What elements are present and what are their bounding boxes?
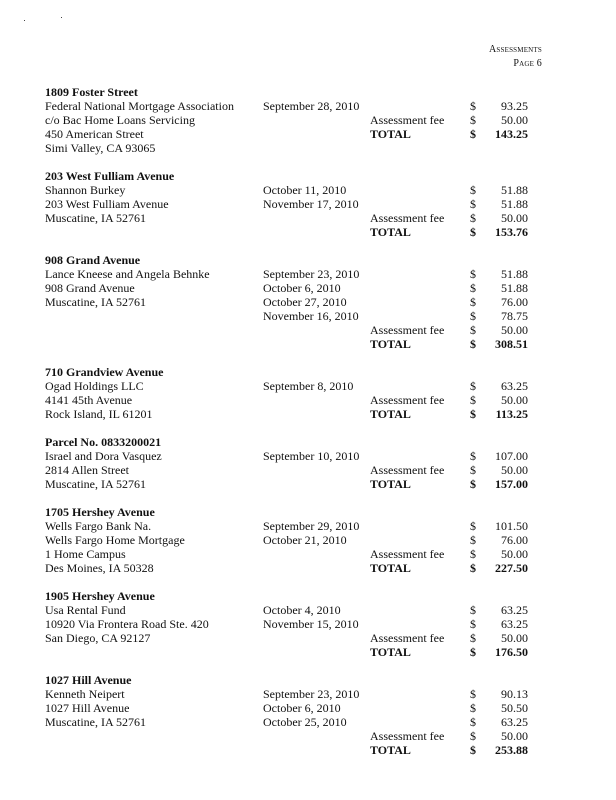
payment-date: October 6, 2010 <box>263 701 341 715</box>
amount-value: 227.50 <box>495 561 528 575</box>
table-row <box>45 463 565 477</box>
currency-sign: $ <box>470 603 476 617</box>
total-label: TOTAL <box>370 337 411 351</box>
currency-sign: $ <box>470 561 476 575</box>
amount-value: 143.25 <box>495 127 528 141</box>
scan-speck <box>24 20 25 21</box>
address-line: 1027 Hill Avenue <box>45 701 130 715</box>
amount-value: 50.00 <box>501 211 528 225</box>
currency-sign: $ <box>470 225 476 239</box>
address-line: Shannon Burkey <box>45 183 126 197</box>
section-heading-row <box>45 435 565 449</box>
table-row <box>45 687 565 701</box>
currency-sign: $ <box>470 645 476 659</box>
total-label: TOTAL <box>370 645 411 659</box>
address-line: 10920 Via Frontera Road Ste. 420 <box>45 617 209 631</box>
amount-value: 153.76 <box>495 225 528 239</box>
currency-sign: $ <box>470 519 476 533</box>
address-line: Federal National Mortgage Association <box>45 99 234 113</box>
fee-label: Assessment fee <box>370 463 445 477</box>
currency-sign: $ <box>470 701 476 715</box>
table-row <box>45 323 565 337</box>
fee-label: Assessment fee <box>370 631 445 645</box>
amount-value: 63.25 <box>501 617 528 631</box>
currency-sign: $ <box>470 729 476 743</box>
address-line: 1 Home Campus <box>45 547 126 561</box>
property-heading: 710 Grandview Avenue <box>45 365 164 379</box>
amount-value: 51.88 <box>501 267 528 281</box>
total-label: TOTAL <box>370 743 411 757</box>
amount-value: 50.00 <box>501 729 528 743</box>
section-spacer <box>45 155 565 169</box>
assessment-section <box>45 365 565 435</box>
table-row <box>45 141 565 155</box>
table-row <box>45 631 565 645</box>
section-heading-row <box>45 169 565 183</box>
currency-sign: $ <box>470 211 476 225</box>
table-row <box>45 561 565 575</box>
currency-sign: $ <box>470 99 476 113</box>
table-row <box>45 309 565 323</box>
section-heading-row <box>45 365 565 379</box>
currency-sign: $ <box>470 393 476 407</box>
total-label: TOTAL <box>370 127 411 141</box>
currency-sign: $ <box>470 407 476 421</box>
amount-value: 176.50 <box>495 645 528 659</box>
address-line: Muscatine, IA 52761 <box>45 477 146 491</box>
address-line: Muscatine, IA 52761 <box>45 211 146 225</box>
payment-date: September 8, 2010 <box>263 379 354 393</box>
total-label: TOTAL <box>370 407 411 421</box>
section-heading-row <box>45 253 565 267</box>
amount-value: 50.00 <box>501 547 528 561</box>
section-spacer <box>45 421 565 435</box>
address-line: Muscatine, IA 52761 <box>45 295 146 309</box>
currency-sign: $ <box>470 477 476 491</box>
table-row <box>45 743 565 757</box>
address-line: San Diego, CA 92127 <box>45 631 151 645</box>
amount-value: 101.50 <box>495 519 528 533</box>
table-row <box>45 295 565 309</box>
table-row <box>45 267 565 281</box>
table-row <box>45 645 565 659</box>
address-line: Ogad Holdings LLC <box>45 379 144 393</box>
currency-sign: $ <box>470 743 476 757</box>
table-row <box>45 407 565 421</box>
section-spacer <box>45 659 565 673</box>
amount-value: 90.13 <box>501 687 528 701</box>
table-row <box>45 533 565 547</box>
payment-date: October 11, 2010 <box>263 183 347 197</box>
assessment-section <box>45 673 565 771</box>
fee-label: Assessment fee <box>370 113 445 127</box>
section-heading-row <box>45 589 565 603</box>
currency-sign: $ <box>470 127 476 141</box>
currency-sign: $ <box>470 267 476 281</box>
amount-value: 50.00 <box>501 463 528 477</box>
fee-label: Assessment fee <box>370 211 445 225</box>
address-line: Muscatine, IA 52761 <box>45 715 146 729</box>
table-row <box>45 281 565 295</box>
assessment-section <box>45 169 565 253</box>
amount-value: 63.25 <box>501 379 528 393</box>
property-heading: 1027 Hill Avenue <box>45 673 132 687</box>
amount-value: 253.88 <box>495 743 528 757</box>
table-row <box>45 449 565 463</box>
property-heading: 1905 Hershey Avenue <box>45 589 155 603</box>
assessment-section <box>45 589 565 673</box>
table-row <box>45 127 565 141</box>
payment-date: October 25, 2010 <box>263 715 347 729</box>
table-row <box>45 715 565 729</box>
amount-value: 113.25 <box>495 407 528 421</box>
property-heading: Parcel No. 0833200021 <box>45 435 162 449</box>
amount-value: 51.88 <box>501 281 528 295</box>
table-row <box>45 99 565 113</box>
currency-sign: $ <box>470 617 476 631</box>
table-row <box>45 379 565 393</box>
total-label: TOTAL <box>370 477 411 491</box>
currency-sign: $ <box>470 449 476 463</box>
section-spacer <box>45 491 565 505</box>
table-row <box>45 113 565 127</box>
amount-value: 157.00 <box>495 477 528 491</box>
currency-sign: $ <box>470 533 476 547</box>
table-row <box>45 603 565 617</box>
property-heading: 203 West Fulliam Avenue <box>45 169 175 183</box>
address-line: Wells Fargo Home Mortgage <box>45 533 185 547</box>
amount-value: 50.00 <box>501 323 528 337</box>
amount-value: 50.00 <box>501 113 528 127</box>
amount-value: 78.75 <box>501 309 528 323</box>
property-heading: 1705 Hershey Avenue <box>45 505 155 519</box>
total-label: TOTAL <box>370 561 411 575</box>
address-line: Usa Rental Fund <box>45 603 126 617</box>
address-line: 2814 Allen Street <box>45 463 129 477</box>
payment-date: September 10, 2010 <box>263 449 360 463</box>
section-spacer <box>45 351 565 365</box>
address-line: 450 American Street <box>45 127 144 141</box>
amount-value: 308.51 <box>495 337 528 351</box>
fee-label: Assessment fee <box>370 323 445 337</box>
payment-date: November 17, 2010 <box>263 197 359 211</box>
amount-value: 63.25 <box>501 603 528 617</box>
section-spacer <box>45 239 565 253</box>
amount-value: 76.00 <box>501 533 528 547</box>
currency-sign: $ <box>470 295 476 309</box>
currency-sign: $ <box>470 281 476 295</box>
currency-sign: $ <box>470 113 476 127</box>
assessment-list <box>45 85 565 771</box>
payment-date: October 4, 2010 <box>263 603 341 617</box>
payment-date: October 27, 2010 <box>263 295 347 309</box>
address-line: Kenneth Neipert <box>45 687 125 701</box>
table-row <box>45 729 565 743</box>
payment-date: November 15, 2010 <box>263 617 359 631</box>
table-row <box>45 225 565 239</box>
address-line: 203 West Fulliam Avenue <box>45 197 169 211</box>
amount-value: 93.25 <box>501 99 528 113</box>
section-heading-row <box>45 505 565 519</box>
amount-value: 51.88 <box>501 197 528 211</box>
amount-value: 50.50 <box>501 701 528 715</box>
address-line: 908 Grand Avenue <box>45 281 135 295</box>
address-line: Lance Kneese and Angela Behnke <box>45 267 210 281</box>
address-line: c/o Bac Home Loans Servicing <box>45 113 195 127</box>
payment-date: September 28, 2010 <box>263 99 360 113</box>
currency-sign: $ <box>470 715 476 729</box>
amount-value: 51.88 <box>501 183 528 197</box>
assessment-section <box>45 85 565 169</box>
scan-speck <box>61 17 62 18</box>
payment-date: October 21, 2010 <box>263 533 347 547</box>
running-header-page: Page 6 <box>513 58 542 69</box>
assessment-section <box>45 435 565 505</box>
address-line: Rock Island, IL 61201 <box>45 407 153 421</box>
total-label: TOTAL <box>370 225 411 239</box>
address-line: 4141 45th Avenue <box>45 393 133 407</box>
address-line: Israel and Dora Vasquez <box>45 449 162 463</box>
currency-sign: $ <box>470 379 476 393</box>
fee-label: Assessment fee <box>370 393 445 407</box>
fee-label: Assessment fee <box>370 729 445 743</box>
section-spacer <box>45 757 565 771</box>
table-row <box>45 519 565 533</box>
payment-date: November 16, 2010 <box>263 309 359 323</box>
payment-date: September 23, 2010 <box>263 267 360 281</box>
payment-date: September 23, 2010 <box>263 687 360 701</box>
currency-sign: $ <box>470 197 476 211</box>
currency-sign: $ <box>470 309 476 323</box>
assessment-section <box>45 505 565 589</box>
table-row <box>45 477 565 491</box>
table-row <box>45 393 565 407</box>
table-row <box>45 547 565 561</box>
table-row <box>45 211 565 225</box>
table-row <box>45 197 565 211</box>
address-line: Wells Fargo Bank Na. <box>45 519 152 533</box>
currency-sign: $ <box>470 547 476 561</box>
currency-sign: $ <box>470 183 476 197</box>
payment-date: October 6, 2010 <box>263 281 341 295</box>
property-heading: 1809 Foster Street <box>45 85 138 99</box>
payment-date: September 29, 2010 <box>263 519 360 533</box>
property-heading: 908 Grand Avenue <box>45 253 141 267</box>
amount-value: 63.25 <box>501 715 528 729</box>
fee-label: Assessment fee <box>370 547 445 561</box>
currency-sign: $ <box>470 337 476 351</box>
address-line: Simi Valley, CA 93065 <box>45 141 156 155</box>
amount-value: 50.00 <box>501 631 528 645</box>
running-header-title: Assessments <box>489 44 542 55</box>
table-row <box>45 701 565 715</box>
amount-value: 50.00 <box>501 393 528 407</box>
currency-sign: $ <box>470 631 476 645</box>
section-heading-row <box>45 673 565 687</box>
table-row <box>45 183 565 197</box>
address-line: Des Moines, IA 50328 <box>45 561 154 575</box>
section-heading-row <box>45 85 565 99</box>
currency-sign: $ <box>470 463 476 477</box>
currency-sign: $ <box>470 323 476 337</box>
amount-value: 76.00 <box>501 295 528 309</box>
currency-sign: $ <box>470 687 476 701</box>
section-spacer <box>45 575 565 589</box>
amount-value: 107.00 <box>495 449 528 463</box>
table-row <box>45 337 565 351</box>
assessment-section <box>45 253 565 365</box>
table-row <box>45 617 565 631</box>
